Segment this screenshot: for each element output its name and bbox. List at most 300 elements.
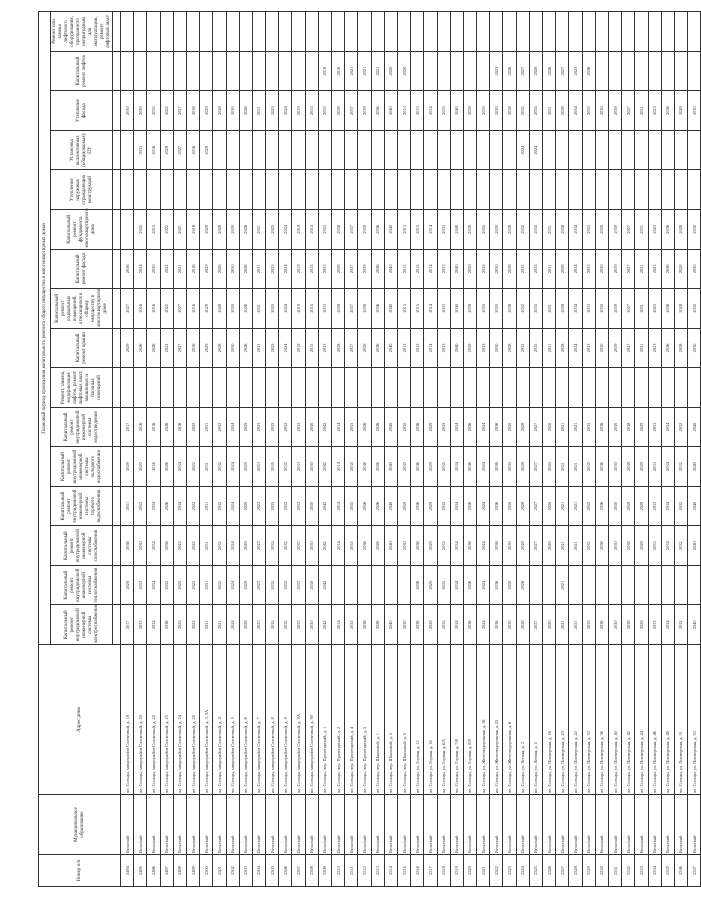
row-year-cell: 2042 [318, 526, 331, 566]
row-year-cell: 2016 [134, 407, 147, 447]
row-year-cell [252, 368, 265, 408]
row-year-cell: 2038 [503, 328, 516, 368]
table-row [358, 12, 371, 887]
row-year-cell: 2036 [490, 407, 503, 447]
row-year-cell [608, 51, 621, 91]
row-year-cell: 2036 [411, 565, 424, 605]
work-subheader-5 [113, 447, 121, 487]
row-year-cell: 2021 [556, 565, 569, 605]
row-year-cell: 2036 [582, 51, 595, 91]
row-year-cell [582, 565, 595, 605]
row-year-cell: 2019 [292, 328, 305, 368]
row-year-cell: 2014 [424, 91, 437, 131]
row-municipality: Вельский [595, 795, 608, 855]
row-year-cell: 2031 [635, 328, 648, 368]
row-year-cell [160, 12, 173, 52]
row-address: пл. Сольцы, микрорайон Солнечный, д. 5 [226, 645, 239, 795]
row-year-cell [292, 368, 305, 408]
row-year-cell [371, 130, 384, 170]
row-year-cell: 2031 [543, 328, 556, 368]
row-municipality: Вельский [213, 795, 226, 855]
work-header-13: Установка коллективных (общедомовых) ПУ [51, 130, 113, 170]
row-year-cell [266, 170, 279, 210]
work-subheader-16 [113, 12, 121, 52]
row-year-cell: 2036 [358, 605, 371, 645]
row-number: 2528 [569, 855, 582, 887]
row-year-cell: 2032 [279, 565, 292, 605]
row-year-cell [186, 51, 199, 91]
row-number: 2511 [345, 855, 358, 887]
row-year-cell [345, 130, 358, 170]
row-year-cell [674, 368, 687, 408]
row-municipality: Вельский [648, 795, 661, 855]
row-address: пл. Сольцы, пер. Пролетарский, д. 1 [318, 645, 331, 795]
table-row [595, 12, 608, 887]
row-year-cell: 2022 [160, 209, 173, 249]
row-year-cell [661, 51, 674, 91]
table-row [450, 12, 463, 887]
row-year-cell: 2033 [437, 328, 450, 368]
row-year-cell: 2034 [450, 565, 463, 605]
row-municipality: Вельский [529, 795, 542, 855]
row-year-cell: 2030 [688, 328, 701, 368]
row-year-cell: 2039 [358, 91, 371, 131]
row-year-cell: 2030 [503, 407, 516, 447]
table-row [121, 12, 134, 887]
address-header: Адрес дома [39, 645, 121, 795]
row-year-cell: 2040 [688, 407, 701, 447]
row-year-cell: 2034 [569, 328, 582, 368]
row-year-cell: 2021 [345, 51, 358, 91]
row-address: пл. Сольцы, микрорайон Солнечный, д. 18 [121, 645, 134, 795]
row-year-cell: 2014 [424, 209, 437, 249]
row-municipality: Вельский [186, 795, 199, 855]
row-municipality: Вельский [397, 795, 410, 855]
row-year-cell: 2022 [186, 486, 199, 526]
row-year-cell: 2036 [358, 407, 371, 447]
row-municipality: Вельский [279, 795, 292, 855]
row-year-cell [648, 130, 661, 170]
row-year-cell [569, 368, 582, 408]
work-header-15: Капитальный ремонт лифтов [51, 51, 113, 91]
row-year-cell [543, 170, 556, 210]
row-year-cell [463, 368, 476, 408]
row-year-cell: 2032 [516, 91, 529, 131]
row-year-cell: 2026 [371, 486, 384, 526]
row-address: пл. Сольцы, ул. Горная, д. 6/5 [437, 645, 450, 795]
row-municipality: Вельский [608, 795, 621, 855]
row-year-cell: 2024 [477, 447, 490, 487]
row-year-cell: 2024 [529, 130, 542, 170]
row-year-cell: 2028 [516, 565, 529, 605]
row-year-cell [121, 209, 134, 249]
row-year-cell: 2031 [200, 526, 213, 566]
row-year-cell: 2026 [160, 407, 173, 447]
row-number: 2505 [266, 855, 279, 887]
row-year-cell: 2040 [384, 328, 397, 368]
row-year-cell [595, 51, 608, 91]
row-year-cell: 2030 [147, 249, 160, 289]
row-year-cell: 2040 [688, 605, 701, 645]
row-year-cell: 2015 [305, 249, 318, 289]
row-year-cell: 2021 [556, 605, 569, 645]
row-number: 2521 [477, 855, 490, 887]
row-year-cell: 2033 [437, 209, 450, 249]
row-year-cell: 2022 [186, 565, 199, 605]
row-year-cell: 2030 [397, 486, 410, 526]
row-year-cell: 2036 [463, 565, 476, 605]
row-year-cell: 2033 [292, 486, 305, 526]
row-year-cell: 2031 [200, 565, 213, 605]
row-year-cell: 2035 [582, 407, 595, 447]
row-year-cell [595, 12, 608, 52]
row-year-cell: 2021 [173, 209, 186, 249]
row-year-cell [397, 565, 410, 605]
row-year-cell: 2022 [186, 605, 199, 645]
row-municipality: Вельский [490, 795, 503, 855]
row-year-cell: 2027 [622, 289, 635, 329]
row-year-cell: 2035 [345, 486, 358, 526]
row-year-cell: 2030 [608, 407, 621, 447]
row-year-cell [371, 368, 384, 408]
row-year-cell [648, 170, 661, 210]
row-number: 2519 [450, 855, 463, 887]
row-year-cell: 2028 [674, 289, 687, 329]
row-year-cell: 2030 [688, 209, 701, 249]
row-year-cell: 2034 [450, 486, 463, 526]
row-year-cell: 2031 [635, 249, 648, 289]
row-year-cell: 2020 [543, 486, 556, 526]
row-year-cell: 2033 [648, 605, 661, 645]
table-row [648, 12, 661, 887]
table-row [516, 12, 529, 887]
row-year-cell: 2033 [318, 209, 331, 249]
row-year-cell: 2036 [160, 526, 173, 566]
row-year-cell: 2024 [279, 289, 292, 329]
row-year-cell: 2030 [608, 605, 621, 645]
row-year-cell: 2029 [635, 486, 648, 526]
row-address: пл. Сольцы, ул. Пионерская, д. 40 [608, 645, 621, 795]
row-year-cell [226, 368, 239, 408]
row-year-cell: 2034 [661, 447, 674, 487]
row-year-cell: 2033 [437, 91, 450, 131]
row-year-cell: 2020 [543, 605, 556, 645]
row-year-cell: 2042 [318, 447, 331, 487]
row-number: 2495 [134, 855, 147, 887]
row-year-cell: 2015 [305, 209, 318, 249]
row-year-cell: 2021 [569, 526, 582, 566]
row-year-cell [648, 51, 661, 91]
row-year-cell: 2020 [134, 447, 147, 487]
row-year-cell: 2038 [622, 486, 635, 526]
row-year-cell: 2042 [318, 565, 331, 605]
row-year-cell: 2028 [213, 91, 226, 131]
row-year-cell: 2029 [635, 526, 648, 566]
row-year-cell: 2039 [608, 328, 621, 368]
row-year-cell [318, 368, 331, 408]
row-year-cell [490, 170, 503, 210]
row-year-cell: 2029 [635, 605, 648, 645]
row-year-cell: 2036 [121, 526, 134, 566]
row-year-cell [305, 170, 318, 210]
row-year-cell: 2023 [648, 328, 661, 368]
row-year-cell: 2040 [450, 209, 463, 249]
row-year-cell [622, 368, 635, 408]
row-municipality: Вельский [358, 795, 371, 855]
row-year-cell: 2034 [661, 526, 674, 566]
row-year-cell [477, 51, 490, 91]
row-year-cell: 2040 [450, 249, 463, 289]
row-year-cell [622, 12, 635, 52]
row-year-cell: 2015 [411, 249, 424, 289]
row-year-cell [134, 51, 147, 91]
row-year-cell [463, 170, 476, 210]
row-year-cell [529, 170, 542, 210]
table-row [147, 12, 160, 887]
row-year-cell: 2029 [239, 605, 252, 645]
row-year-cell: 2036 [411, 407, 424, 447]
row-year-cell [121, 368, 134, 408]
row-year-cell: 2027 [529, 605, 542, 645]
table-row [384, 12, 397, 887]
row-year-cell: 2039 [608, 91, 621, 131]
row-year-cell [239, 12, 252, 52]
row-year-cell: 2028 [516, 526, 529, 566]
row-municipality: Вельский [569, 795, 582, 855]
row-year-cell: 2021 [371, 51, 384, 91]
row-address: пл. Сольцы, микрорайон Солнечный, д. 90 [305, 645, 318, 795]
row-year-cell: 2037 [345, 289, 358, 329]
row-year-cell: 2033 [292, 407, 305, 447]
row-year-cell: 2035 [477, 249, 490, 289]
row-year-cell: 2030 [305, 407, 318, 447]
row-municipality: Вельский [424, 795, 437, 855]
row-year-cell: 2040 [384, 526, 397, 566]
table-row [424, 12, 437, 887]
row-year-cell: 2034 [661, 605, 674, 645]
row-year-cell: 2029 [424, 407, 437, 447]
row-year-cell: 2034 [173, 486, 186, 526]
row-year-cell: 2036 [661, 209, 674, 249]
row-municipality: Вельский [556, 795, 569, 855]
row-year-cell: 2033 [437, 249, 450, 289]
row-year-cell: 2035 [582, 605, 595, 645]
table-row [397, 12, 410, 887]
row-year-cell: 2038 [556, 289, 569, 329]
row-year-cell [516, 170, 529, 210]
work-subheader-2 [113, 565, 121, 605]
row-year-cell [582, 170, 595, 210]
row-year-cell: 2033 [292, 526, 305, 566]
row-year-cell: 2030 [121, 91, 134, 131]
row-year-cell [173, 170, 186, 210]
row-year-cell: 2030 [226, 249, 239, 289]
row-municipality: Вельский [345, 795, 358, 855]
row-year-cell: 2030 [595, 249, 608, 289]
row-year-cell: 2027 [529, 526, 542, 566]
row-year-cell: 2014 [332, 486, 345, 526]
row-year-cell: 2035 [477, 289, 490, 329]
row-year-cell: 2026 [134, 328, 147, 368]
row-year-cell: 2034 [173, 447, 186, 487]
row-year-cell [186, 12, 199, 52]
row-year-cell [635, 565, 648, 605]
work-header-3: Капитальный ремонт внутридомовой инженерной системы газоснабжения [51, 526, 113, 566]
row-year-cell: 2039 [463, 209, 476, 249]
row-year-cell: 2036 [595, 407, 608, 447]
row-municipality: Вельский [121, 795, 134, 855]
table-row [477, 12, 490, 887]
row-address: пл. Сольцы, ул. Пионерская, д. 22 [569, 645, 582, 795]
row-address: пл. Сольцы, ул. Лесная, д. 5 [529, 645, 542, 795]
row-address: пл. Сольцы, микрорайон Солнечный, д. 3, 3А [200, 645, 213, 795]
row-year-cell [292, 130, 305, 170]
row-year-cell: 2033 [582, 209, 595, 249]
row-year-cell [516, 12, 529, 52]
row-year-cell: 2033 [318, 328, 331, 368]
row-year-cell [543, 130, 556, 170]
row-address: пл. Сольцы, ул. Пионерская, д. 49 [661, 645, 674, 795]
row-year-cell: 2031 [252, 249, 265, 289]
row-year-cell: 2034 [569, 209, 582, 249]
row-year-cell: 2026 [239, 209, 252, 249]
table-row [543, 12, 556, 887]
row-year-cell: 2013 [397, 249, 410, 289]
row-year-cell: 2021 [556, 407, 569, 447]
work-subheader-10 [113, 249, 121, 289]
row-year-cell [213, 51, 226, 91]
row-year-cell: 2033 [292, 447, 305, 487]
row-address: пл. Сольцы, пер. Пролетарский, д. 4 [345, 645, 358, 795]
row-year-cell: 2027 [529, 447, 542, 487]
row-year-cell: 2029 [239, 407, 252, 447]
row-year-cell [569, 130, 582, 170]
row-year-cell [384, 368, 397, 408]
row-year-cell [332, 368, 345, 408]
row-year-cell [424, 368, 437, 408]
row-year-cell: 2033 [134, 605, 147, 645]
row-year-cell: 2039 [463, 289, 476, 329]
row-year-cell [608, 368, 621, 408]
row-municipality: Вельский [450, 795, 463, 855]
row-year-cell: 2030 [397, 526, 410, 566]
row-year-cell [622, 51, 635, 91]
row-year-cell: 2021 [569, 486, 582, 526]
row-municipality: Вельский [516, 795, 529, 855]
row-year-cell: 2036 [463, 486, 476, 526]
row-number: 2504 [252, 855, 265, 887]
row-year-cell: 2031 [543, 249, 556, 289]
row-year-cell: 2040 [450, 289, 463, 329]
row-year-cell: 2028 [674, 209, 687, 249]
table-row [239, 12, 252, 887]
row-year-cell: 2039 [608, 249, 621, 289]
row-year-cell: 2029 [200, 328, 213, 368]
row-year-cell [450, 130, 463, 170]
row-year-cell: 2020 [543, 407, 556, 447]
row-year-cell: 2015 [411, 209, 424, 249]
row-year-cell: 2033 [582, 249, 595, 289]
row-year-cell: 2020 [543, 526, 556, 566]
row-year-cell [292, 12, 305, 52]
row-year-cell [332, 12, 345, 52]
row-year-cell [358, 368, 371, 408]
row-year-cell: 2021 [173, 249, 186, 289]
row-year-cell: 2035 [147, 91, 160, 131]
row-number: 2534 [648, 855, 661, 887]
row-municipality: Вельский [437, 795, 450, 855]
row-year-cell: 2033 [318, 249, 331, 289]
row-year-cell [437, 170, 450, 210]
row-year-cell: 2016 [186, 130, 199, 170]
row-year-cell: 2024 [279, 91, 292, 131]
row-municipality: Вельский [226, 795, 239, 855]
row-year-cell: 2032 [674, 526, 687, 566]
row-address: пл. Сольцы, ул. Лесная, д. 3 [516, 645, 529, 795]
row-year-cell: 2036 [411, 447, 424, 487]
row-number: 2513 [371, 855, 384, 887]
row-year-cell: 2032 [674, 486, 687, 526]
work-subheader-9 [113, 289, 121, 329]
row-year-cell: 2020 [121, 565, 134, 605]
row-year-cell: 2030 [397, 605, 410, 645]
row-year-cell [556, 130, 569, 170]
row-year-cell: 2014 [332, 605, 345, 645]
row-year-cell: 2036 [371, 289, 384, 329]
table-row [490, 12, 503, 887]
row-year-cell [358, 170, 371, 210]
row-year-cell: 2033 [648, 407, 661, 447]
row-year-cell [371, 12, 384, 52]
row-year-cell: 2014 [332, 526, 345, 566]
row-municipality: Вельский [463, 795, 476, 855]
row-year-cell: 2014 [332, 407, 345, 447]
row-number: 2512 [358, 855, 371, 887]
row-year-cell [688, 170, 701, 210]
work-header-14: Утепление фасада [51, 91, 113, 131]
row-year-cell [358, 130, 371, 170]
work-header-2: Капитальный ремонт внутридомовой инженерной системы теплоснабжения [51, 565, 113, 605]
row-year-cell: 2022 [160, 289, 173, 329]
row-year-cell: 2030 [397, 407, 410, 447]
work-header-11: Капитальный ремонт фундамента многоквартирного дома [51, 209, 113, 249]
row-year-cell: 2033 [648, 486, 661, 526]
row-year-cell [292, 51, 305, 91]
row-year-cell: 2020 [384, 51, 397, 91]
row-year-cell: 2029 [121, 447, 134, 487]
row-year-cell: 2036 [463, 447, 476, 487]
row-year-cell: 2033 [582, 328, 595, 368]
row-year-cell [134, 12, 147, 52]
row-year-cell: 2024 [279, 328, 292, 368]
row-year-cell: 2019 [292, 209, 305, 249]
row-address: пл. Сольцы, микрорайон Солнечный, д. 8 [266, 645, 279, 795]
row-year-cell [332, 565, 345, 605]
row-address: пл. Сольцы, ул. Пионерская, д. 51 [674, 645, 687, 795]
row-year-cell: 2036 [358, 447, 371, 487]
row-municipality: Вельский [384, 795, 397, 855]
row-year-cell [384, 170, 397, 210]
row-year-cell: 2032 [279, 407, 292, 447]
row-year-cell: 2017 [121, 407, 134, 447]
row-year-cell: 2036 [358, 526, 371, 566]
row-year-cell: 2036 [595, 605, 608, 645]
row-year-cell: 2029 [200, 289, 213, 329]
row-year-cell: 2023 [252, 605, 265, 645]
row-year-cell: 2037 [345, 249, 358, 289]
row-year-cell: 2040 [688, 526, 701, 566]
row-year-cell: 2036 [595, 526, 608, 566]
